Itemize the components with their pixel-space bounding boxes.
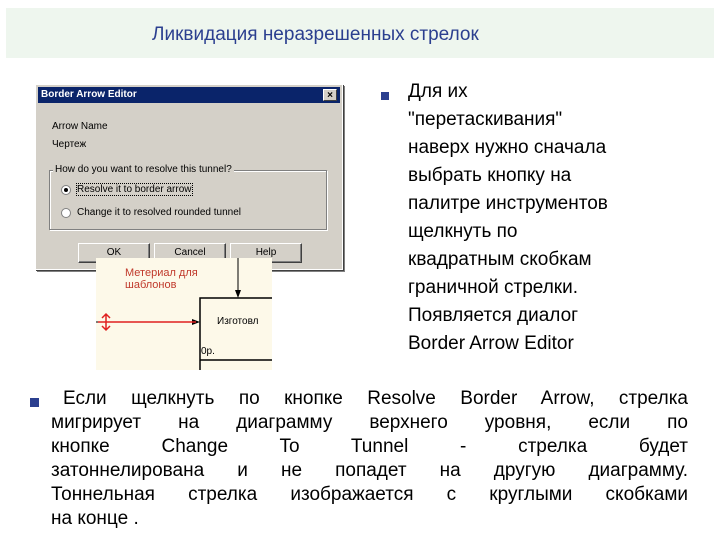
resolve-border-arrow-label[interactable]: Resolve it to border arrow xyxy=(77,184,192,195)
activity-box-outline xyxy=(200,298,272,370)
bottom-text-line: Тоннельная стрелка изображается с круглыми скобками xyxy=(51,484,688,505)
bottom-text-line: кнопке Change To Tunnel - стрелка будет xyxy=(51,436,688,457)
resolve-options-group xyxy=(49,170,327,230)
right-text-line: граничной стрелки. xyxy=(408,277,579,298)
arrow-name-value: Чертеж xyxy=(52,139,87,150)
right-text-line: Появляется диалог xyxy=(408,305,579,326)
bottom-text-line: затоннелирована и не попадет на другую диаграмму. xyxy=(51,460,688,481)
right-text-line: "перетаскивания" xyxy=(408,109,563,130)
bottom-text-line: мигрирует на диаграмму верхнего уровня, если по xyxy=(51,412,688,433)
dialog-titlebar xyxy=(38,87,340,103)
arrow-name-label: Arrow Name xyxy=(52,121,108,132)
slide-title: Ликвидация неразрешенных стрелок xyxy=(152,24,479,45)
change-to-tunnel-label[interactable]: Change it to resolved rounded tunnel xyxy=(77,207,242,218)
right-text-line: квадратным скобкам xyxy=(408,249,592,270)
bottom-text-line: Если щелкнуть по кнопке Resolve Border Arrow, стрелка xyxy=(63,388,688,409)
close-button[interactable] xyxy=(323,89,337,101)
activity-name: Изготовл xyxy=(217,316,259,327)
idef0-diagram-fragment xyxy=(96,258,272,370)
change-to-tunnel-radio[interactable] xyxy=(61,208,71,218)
control-arrowhead xyxy=(235,290,241,298)
right-text-line: Border Arrow Editor xyxy=(408,333,574,354)
close-icon: × xyxy=(327,90,333,101)
bottom-text-line: на конце . xyxy=(51,508,139,529)
right-text-line: наверх нужно сначала xyxy=(408,137,607,158)
cancel-button[interactable]: Cancel xyxy=(154,243,226,263)
border-arrow-editor-dialog xyxy=(35,84,343,270)
right-text-line: щелкнуть по xyxy=(408,221,518,242)
ok-button[interactable]: OK xyxy=(78,243,150,263)
right-text-line: палитре инструментов xyxy=(408,193,608,214)
help-button[interactable]: Help xyxy=(230,243,302,263)
resolve-border-arrow-radio[interactable] xyxy=(61,185,71,195)
dialog-title: Border Arrow Editor xyxy=(41,89,137,100)
right-text-line: выбрать кнопку на xyxy=(408,165,572,186)
right-bullet-marker xyxy=(381,92,389,100)
activity-cost: 0р. xyxy=(201,346,215,357)
right-text-line: Для их xyxy=(408,81,468,102)
arrow-label: Метериал для шаблонов xyxy=(125,267,198,291)
resolve-question: How do you want to resolve this tunnel? xyxy=(55,164,232,175)
bottom-bullet-marker xyxy=(30,398,39,407)
